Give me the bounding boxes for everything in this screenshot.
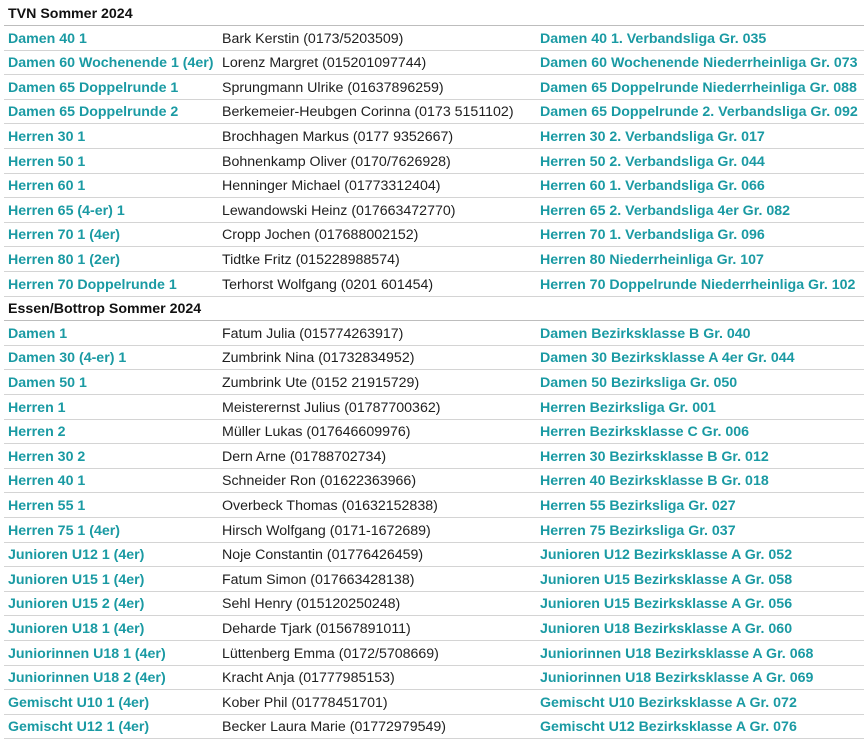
- table-row: [4, 691, 864, 715]
- table-row: [4, 346, 864, 370]
- table-row: [4, 100, 864, 124]
- table-row: [4, 125, 864, 149]
- league-name: Junioren U15 Bezirksklasse A Gr. 056: [540, 596, 793, 613]
- table-row: [4, 445, 864, 469]
- captain-contact: Deharde Tjark (01567891011): [222, 621, 411, 637]
- captain-contact: Becker Laura Marie (01772979549): [222, 719, 446, 736]
- captain-contact: Müller Lukas (017646609976): [222, 424, 411, 441]
- table-row: [4, 420, 864, 444]
- team-name: Gemischt U12 1 (4er): [8, 719, 150, 736]
- league-name: Damen 50 Bezirksliga Gr. 050: [540, 375, 738, 391]
- team-name: Herren 80 1 (2er): [8, 252, 120, 268]
- league-name: Damen 65 Doppelrunde Niederrheinliga Gr. 088: [540, 79, 857, 96]
- captain-contact: Zumbrink Nina (01732834952): [222, 350, 415, 367]
- captain-contact: Terhorst Wolfgang (0201 601454): [222, 276, 434, 293]
- table-row: [4, 199, 864, 223]
- team-name: Juniorinnen U18 1 (4er): [8, 645, 166, 662]
- team-name: Junioren U12 1 (4er): [8, 547, 145, 564]
- captain-contact: Cropp Jochen (017688002152): [222, 227, 419, 244]
- league-name: Herren 30 2. Verbandsliga Gr. 017: [540, 129, 765, 145]
- league-name: Herren Bezirksliga Gr. 001: [540, 399, 716, 416]
- league-name: Herren 65 2. Verbandsliga 4er Gr. 082: [540, 202, 790, 219]
- team-name: Herren 65 (4-er) 1: [8, 202, 125, 219]
- league-name: Gemischt U12 Bezirksklasse A Gr. 076: [540, 719, 797, 736]
- team-name: Herren 30 2: [8, 448, 86, 465]
- table-row: [4, 371, 864, 395]
- table-row: [4, 150, 864, 174]
- table-row: [4, 223, 864, 247]
- team-name: Damen 60 Wochenende 1 (4er): [8, 55, 214, 72]
- table-row: [4, 469, 864, 493]
- section-header: [4, 2, 864, 26]
- captain-contact: Kracht Anja (01777985153): [222, 670, 395, 687]
- league-name: Damen 60 Wochenende Niederrheinliga Gr. 073: [540, 55, 858, 72]
- table-row: [4, 666, 864, 690]
- team-name: Junioren U15 1 (4er): [8, 571, 145, 588]
- team-name: Junioren U15 2 (4er): [8, 596, 145, 613]
- table-row: [4, 519, 864, 543]
- team-name: Herren 2: [8, 424, 66, 441]
- team-name: Damen 1: [8, 325, 68, 342]
- team-name: Damen 50 1: [8, 375, 87, 391]
- captain-contact: Hirsch Wolfgang (0171-1672689): [222, 522, 431, 539]
- league-name: Damen 30 Bezirksklasse A 4er Gr. 044: [540, 350, 795, 367]
- captain-contact: Bark Kerstin (0173/5203509): [222, 30, 404, 47]
- table-row: [4, 642, 864, 666]
- table-row: [4, 568, 864, 592]
- captain-contact: Henninger Michael (01773312404): [222, 178, 441, 195]
- section-title: Essen/Bottrop Sommer 2024: [8, 301, 202, 318]
- captain-contact: Berkemeier-Heubgen Corinna (0173 5151102): [222, 104, 514, 121]
- league-name: Herren 40 Bezirksklasse B Gr. 018: [540, 473, 769, 490]
- table-row: [4, 617, 864, 641]
- captain-contact: Schneider Ron (01622363966): [222, 473, 417, 490]
- section-title: TVN Sommer 2024: [8, 6, 133, 22]
- league-name: Gemischt U10 Bezirksklasse A Gr. 072: [540, 694, 797, 711]
- team-name: Damen 65 Doppelrunde 2: [8, 104, 179, 121]
- league-name: Herren 60 1. Verbandsliga Gr. 066: [540, 178, 765, 195]
- team-name: Herren 70 Doppelrunde 1: [8, 276, 177, 293]
- captain-contact: Lorenz Margret (015201097744): [222, 55, 427, 72]
- section-header: [4, 297, 864, 321]
- table-row: [4, 27, 864, 51]
- league-name: Juniorinnen U18 Bezirksklasse A Gr. 069: [540, 670, 814, 687]
- captain-contact: Kober Phil (01778451701): [222, 694, 388, 711]
- league-name: Junioren U18 Bezirksklasse A Gr. 060: [540, 621, 793, 637]
- league-name: Juniorinnen U18 Bezirksklasse A Gr. 068: [540, 645, 814, 662]
- table-row: [4, 174, 864, 198]
- league-name: Herren 75 Bezirksliga Gr. 037: [540, 522, 736, 539]
- team-name: Junioren U18 1 (4er): [8, 621, 145, 637]
- team-name: Herren 1: [8, 399, 66, 416]
- table-row: [4, 396, 864, 420]
- team-name: Herren 30 1: [8, 129, 86, 145]
- captain-contact: Bohnenkamp Oliver (0170/7626928): [222, 153, 451, 170]
- captain-contact: Sprungmann Ulrike (01637896259): [222, 79, 444, 96]
- table-row: [4, 76, 864, 100]
- table-row: [4, 592, 864, 616]
- league-name: Damen 65 Doppelrunde 2. Verbandsliga Gr. 092: [540, 104, 858, 121]
- league-name: Junioren U12 Bezirksklasse A Gr. 052: [540, 547, 793, 564]
- captain-contact: Noje Constantin (01776426459): [222, 547, 424, 564]
- table-row: [4, 273, 864, 297]
- team-name: Herren 60 1: [8, 178, 86, 195]
- captain-contact: Dern Arne (01788702734): [222, 448, 387, 465]
- team-name: Gemischt U10 1 (4er): [8, 694, 150, 711]
- table-row: [4, 51, 864, 75]
- captain-contact: Lüttenberg Emma (0172/5708669): [222, 645, 439, 662]
- table-row: [4, 715, 864, 739]
- league-name: Junioren U15 Bezirksklasse A Gr. 058: [540, 571, 793, 588]
- captain-contact: Sehl Henry (015120250248): [222, 596, 401, 613]
- team-name: Herren 75 1 (4er): [8, 522, 120, 539]
- captain-contact: Lewandowski Heinz (017663472770): [222, 202, 456, 219]
- team-name: Damen 40 1: [8, 30, 87, 47]
- table-row: [4, 494, 864, 518]
- captain-contact: Fatum Simon (017663428138): [222, 571, 415, 588]
- captain-contact: Fatum Julia (015774263917): [222, 325, 404, 342]
- team-name: Juniorinnen U18 2 (4er): [8, 670, 166, 687]
- league-name: Herren Bezirksklasse C Gr. 006: [540, 424, 750, 441]
- table-row: [4, 543, 864, 567]
- captain-contact: Zumbrink Ute (0152 21915729): [222, 375, 420, 391]
- captain-contact: Tidtke Fritz (015228988574): [222, 252, 400, 268]
- league-name: Herren 80 Niederrheinliga Gr. 107: [540, 252, 764, 268]
- league-name: Herren 50 2. Verbandsliga Gr. 044: [540, 153, 765, 170]
- league-name: Herren 55 Bezirksliga Gr. 027: [540, 498, 736, 514]
- team-name: Herren 40 1: [8, 473, 86, 490]
- team-name: Damen 30 (4-er) 1: [8, 350, 127, 367]
- league-name: Damen 40 1. Verbandsliga Gr. 035: [540, 30, 767, 47]
- table-row: [4, 322, 864, 346]
- team-name: Herren 70 1 (4er): [8, 227, 120, 244]
- league-name: Herren 30 Bezirksklasse B Gr. 012: [540, 448, 769, 465]
- captain-contact: Meisterernst Julius (01787700362): [222, 399, 441, 416]
- table-row: [4, 248, 864, 272]
- team-name: Herren 50 1: [8, 153, 86, 170]
- team-name: Herren 55 1: [8, 498, 86, 514]
- league-name: Herren 70 Doppelrunde Niederrheinliga Gr. 102: [540, 276, 856, 293]
- captain-contact: Brochhagen Markus (0177 9352667): [222, 129, 454, 145]
- team-name: Damen 65 Doppelrunde 1: [8, 79, 179, 96]
- league-name: Damen Bezirksklasse B Gr. 040: [540, 325, 751, 342]
- league-name: Herren 70 1. Verbandsliga Gr. 096: [540, 227, 765, 244]
- captain-contact: Overbeck Thomas (01632152838): [222, 498, 438, 514]
